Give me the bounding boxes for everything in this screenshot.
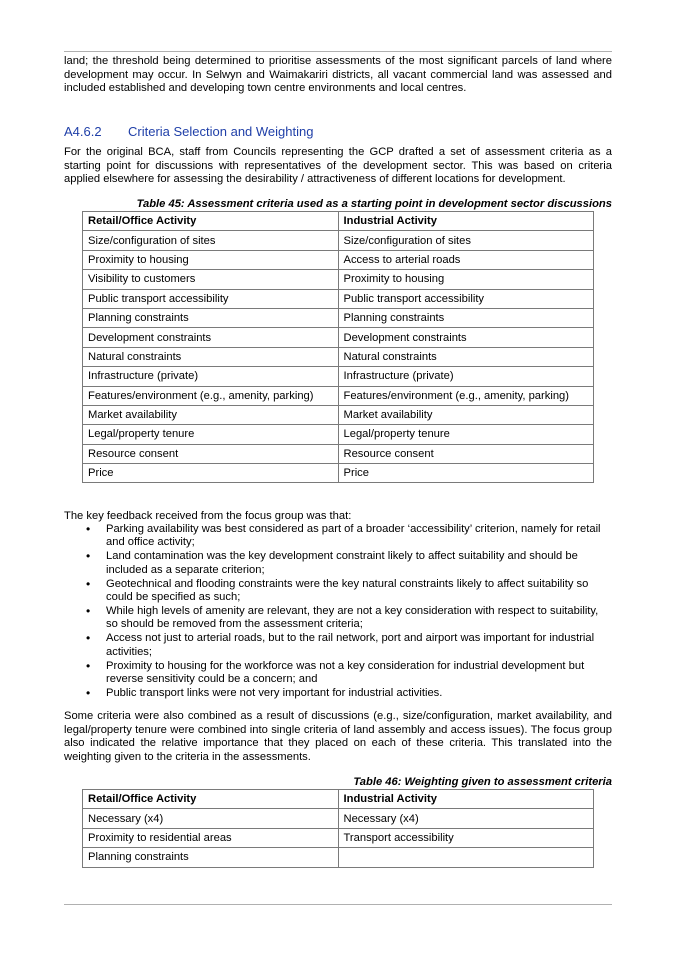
table46 — [82, 789, 594, 868]
table-cell: Size/configuration of sites — [338, 231, 594, 250]
table-cell: Public transport accessibility — [338, 289, 594, 308]
table-cell: Visibility to customers — [83, 270, 339, 289]
list-item: • Public transport links were not very important for industrial activities. — [82, 687, 612, 700]
section-paragraph: For the original BCA, staff from Councils representing the GCP drafted a set of assessment criteria as a starting point for discussions with representatives of the development sector. This was based on criteria applied elsewhere for assessing the desirability / attractiveness of different locations for development. — [64, 146, 612, 185]
table-row — [83, 347, 594, 366]
table-cell: Necessary (x4) — [338, 809, 594, 828]
table-cell: Infrastructure (private) — [338, 367, 594, 386]
table-row — [83, 367, 594, 386]
table-row — [83, 231, 594, 250]
table-cell: Features/environment (e.g., amenity, parking) — [83, 386, 339, 405]
feedback-intro: The key feedback received from the focus group was that: — [64, 510, 352, 522]
table-cell: Planning constraints — [83, 848, 339, 867]
table-row — [83, 405, 594, 424]
table-cell: Natural constraints — [338, 347, 594, 366]
table-row — [83, 270, 594, 289]
intro-paragraph: land; the threshold being determined to prioritise assessments of the most significant parcels of land where development may occur. In Selwyn and Waimakariri districts, all vacant commercial land was assessed and included established and developing town centre environments and local centres. — [64, 55, 612, 94]
header-rule — [64, 51, 612, 52]
column-header: Retail/Office Activity — [83, 212, 339, 231]
table-row — [83, 289, 594, 308]
section-number: A4.6.2 — [64, 124, 102, 139]
table-cell — [338, 848, 594, 867]
column-header: Industrial Activity — [338, 790, 594, 809]
footer-rule — [64, 904, 612, 905]
table-row — [83, 250, 594, 269]
table-cell: Planning constraints — [83, 308, 339, 327]
table-cell: Access to arterial roads — [338, 250, 594, 269]
table-cell: Legal/property tenure — [83, 425, 339, 444]
table-cell: Development constraints — [83, 328, 339, 347]
list-item: • Geotechnical and flooding constraints were the key natural constraints likely to affect suitability so could be specified as such; — [82, 578, 612, 605]
table46-caption: Table 46: Weighting given to assessment criteria — [353, 776, 612, 788]
table-cell: Proximity to housing — [338, 270, 594, 289]
table-header-row — [83, 212, 594, 231]
list-item: • Land contamination was the key development constraint likely to affect suitability and should be included as a separate criterion; — [82, 550, 612, 577]
table-row — [83, 848, 594, 867]
table-cell: Infrastructure (private) — [83, 367, 339, 386]
table-cell: Price — [83, 464, 339, 483]
table-row — [83, 308, 594, 327]
table-cell: Public transport accessibility — [83, 289, 339, 308]
table-cell: Planning constraints — [338, 308, 594, 327]
table-cell: Necessary (x4) — [83, 809, 339, 828]
table-cell: Legal/property tenure — [338, 425, 594, 444]
table-row — [83, 328, 594, 347]
table-row — [83, 809, 594, 828]
column-header: Retail/Office Activity — [83, 790, 339, 809]
combined-paragraph: Some criteria were also combined as a result of discussions (e.g., size/configuration, market availability, and legal/property tenure were combined into single criteria of land assembly and access issues). The focus group also indicated the relative importance that they placed on each of these criteria. This translated into the weighting given to the criteria in the assessments. — [64, 710, 612, 763]
table-row — [83, 425, 594, 444]
table-cell: Proximity to residential areas — [83, 828, 339, 847]
list-item: • Parking availability was best considered as part of a broader ‘accessibility’ criterion, namely for retail and office activity; — [82, 523, 612, 550]
table-cell: Development constraints — [338, 328, 594, 347]
table-cell: Resource consent — [83, 444, 339, 463]
feedback-list — [82, 523, 612, 701]
table-row — [83, 386, 594, 405]
table-cell: Resource consent — [338, 444, 594, 463]
list-item: • While high levels of amenity are relevant, they are not a key consideration with respect to suitability, so should be removed from the assessment criteria; — [82, 605, 612, 632]
section-title: Criteria Selection and Weighting — [128, 124, 314, 139]
table-cell: Proximity to housing — [83, 250, 339, 269]
table-cell: Market availability — [338, 405, 594, 424]
table-cell: Market availability — [83, 405, 339, 424]
table-row — [83, 828, 594, 847]
table-cell: Transport accessibility — [338, 828, 594, 847]
list-item: • Access not just to arterial roads, but to the rail network, port and airport was important for industrial activities; — [82, 632, 612, 659]
table45 — [82, 211, 594, 483]
table-header-row — [83, 790, 594, 809]
table-row — [83, 444, 594, 463]
table-cell: Price — [338, 464, 594, 483]
table-cell: Size/configuration of sites — [83, 231, 339, 250]
section-heading — [64, 124, 612, 139]
table-cell: Natural constraints — [83, 347, 339, 366]
column-header: Industrial Activity — [338, 212, 594, 231]
list-item: • Proximity to housing for the workforce was not a key consideration for industrial development but reverse sensitivity could be a concern; and — [82, 660, 612, 687]
table45-caption: Table 45: Assessment criteria used as a starting point in development sector discussions — [136, 198, 612, 210]
table-row — [83, 464, 594, 483]
table-cell: Features/environment (e.g., amenity, parking) — [338, 386, 594, 405]
